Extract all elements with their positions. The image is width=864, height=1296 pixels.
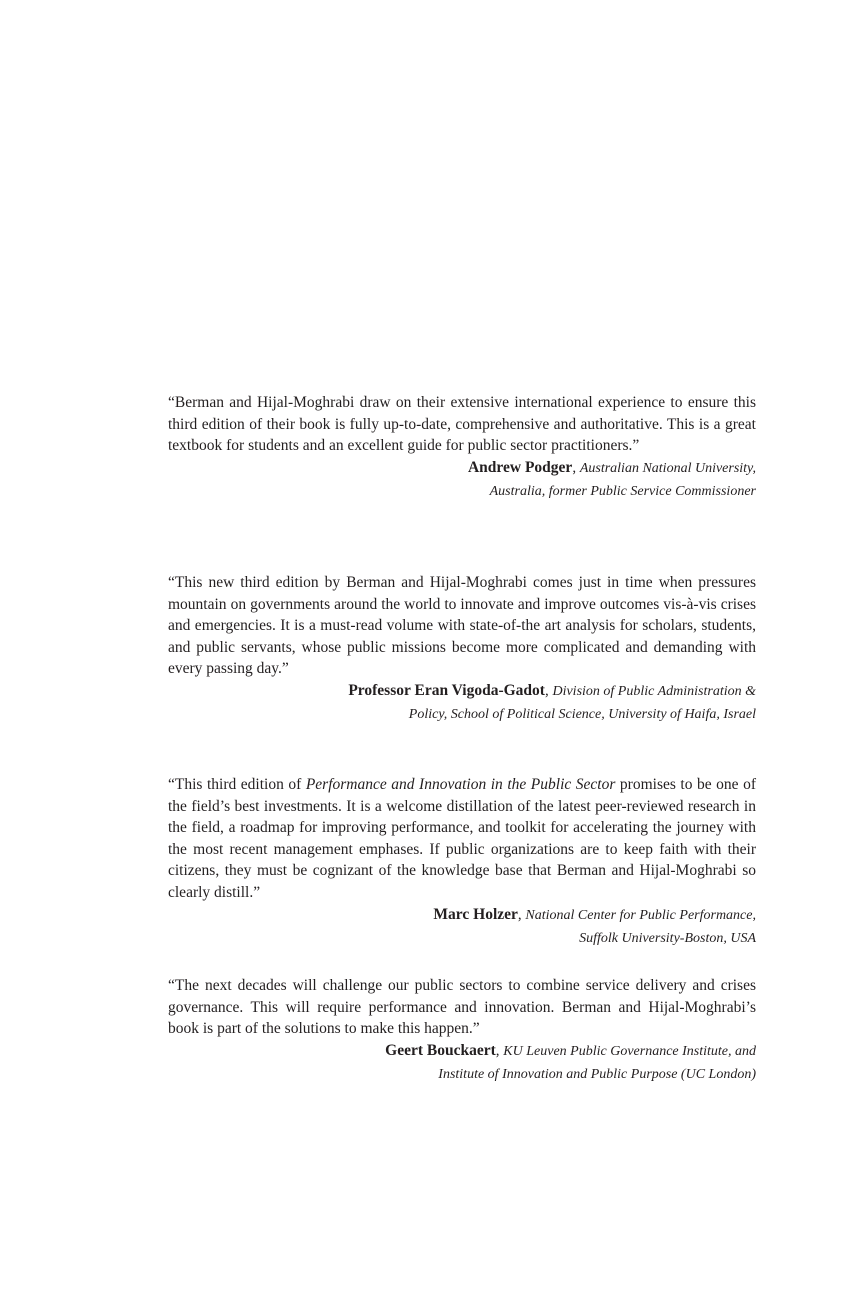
endorsement-attribution	[168, 1040, 756, 1086]
endorser-name: Marc Holzer	[433, 905, 518, 923]
endorsement-bouckaert	[168, 975, 756, 1086]
endorsement-attribution	[168, 904, 756, 950]
book-title: Performance and Innovation in the Public Sector	[305, 776, 616, 793]
endorser-affiliation-cont: Suffolk University-Boston, USA	[579, 930, 756, 946]
endorsement-podger	[168, 392, 756, 503]
endorser-affiliation-cont: Institute of Innovation and Public Purpose (UC London)	[438, 1066, 756, 1082]
endorser-affiliation-cont: Policy, School of Political Science, University of Haifa, Israel	[408, 706, 756, 722]
endorsement-quote: “The next decades will challenge our public sectors to combine service delivery and crises governance. This will require performance and innovation. Berman and Hijal-Moghrabi’s book is part of the solutions to make this happen.”	[168, 977, 756, 1038]
endorsement-quote: “Berman and Hijal-Moghrabi draw on their extensive international experience to ensure this third edition of their book is fully up-to-date, comprehensive and authoritative. This is a great textbook for students and an excellent guide for public sector practitioners.”	[168, 394, 756, 455]
endorsement-vigoda-gadot	[168, 572, 756, 726]
endorser-affiliation: National Center for Public Performance,	[525, 907, 756, 923]
attribution-separator: ,	[544, 682, 549, 699]
endorsement-quote	[168, 774, 756, 904]
endorser-name: Andrew Podger	[467, 458, 573, 476]
attribution-separator: ,	[572, 459, 577, 476]
endorser-name: Professor Eran Vigoda-Gadot	[348, 681, 545, 699]
endorsement-holzer	[168, 774, 756, 950]
endorser-affiliation: Australian National University,	[579, 460, 756, 476]
quote-text-start: “This third edition of	[168, 776, 306, 793]
endorser-affiliation: KU Leuven Public Governance Institute, and	[503, 1043, 756, 1059]
endorser-name: Geert Bouckaert	[385, 1041, 496, 1059]
endorsement-attribution	[168, 457, 756, 503]
attribution-separator: ,	[517, 906, 522, 923]
endorser-affiliation: Division of Public Administration &	[552, 683, 756, 699]
quote-text-end: promises to be one of the field’s best investments. It is a welcome distillation of the latest peer-reviewed research in the field, a roadmap for improving performance, and toolkit for accelerating the journey with the most recent management emphases. If public organizations are to keep faith with their citizens, they must be cognizant of the knowledge base that Berman and Hijal-Moghrabi so clearly distill.”	[168, 776, 756, 901]
attribution-separator: ,	[495, 1042, 500, 1059]
endorsement-quote: “This new third edition by Berman and Hijal-Moghrabi comes just in time when pressures mountain on governments around the world to innovate and improve outcomes vis-à-vis crises and emergencies. It is a must-read volume with state-of-the art analysis for scholars, students, and public servants, whose public missions become more complicated and demanding with every passing day.”	[168, 574, 756, 678]
endorsement-attribution	[168, 680, 756, 726]
endorser-affiliation-cont: Australia, former Public Service Commissioner	[489, 483, 756, 499]
